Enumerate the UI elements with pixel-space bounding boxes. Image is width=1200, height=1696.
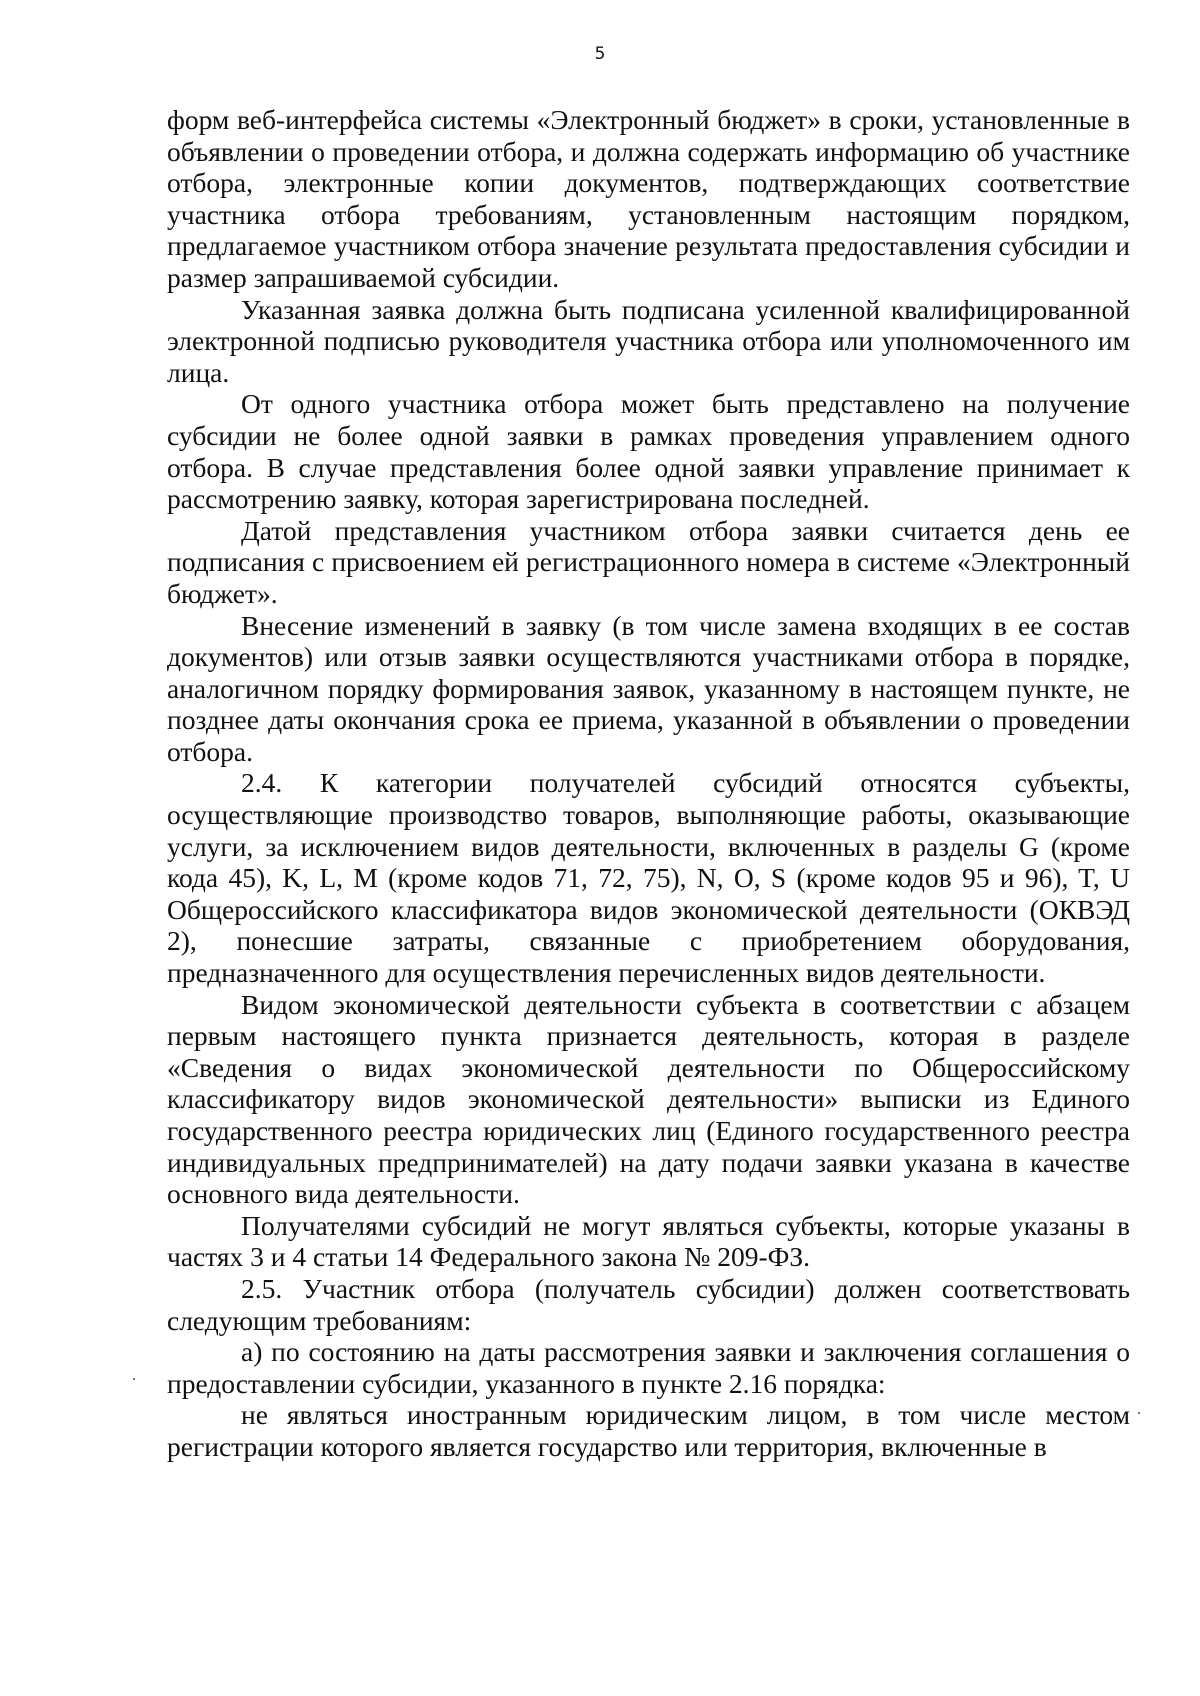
paragraph-form-requirements: форм веб-интерфейса системы «Электронный бюджет» в сроки, установленные в объявлении о проведении отбора, и должна содержать информацию об участнике отбора, электронные копии документов, подтверждающих соответствие участника отбора требованиям, установленным настоящим порядком, предлагаемое участником отбора значение результата предоставления субсидии и размер запрашиваемой субсидии. bbox=[167, 104, 1130, 293]
document-body bbox=[167, 104, 1130, 1463]
paragraph-foreign-entity: не являться иностранным юридическим лицом, в том числе местом регистрации которого является государство или территория, включенные в bbox=[167, 1399, 1130, 1462]
paragraph-item-a: а) по состоянию на даты рассмотрения заявки и заключения соглашения о предоставлении субсидии, указанного в пункте 2.16 порядка: bbox=[167, 1336, 1130, 1399]
paragraph-section-2-5: 2.5. Участник отбора (получатель субсидии) должен соответствовать следующим требованиям: bbox=[167, 1272, 1130, 1336]
page-number: 5 bbox=[594, 44, 606, 64]
paragraph-section-2-4: 2.4. К категории получателей субсидий относятся субъекты, осуществляющие производство товаров, выполняющие работы, оказывающие услуги, за исключением видов деятельности, включенных в разделы G (кроме кода 45), K, L, M (кроме кодов 71, 72, 75), N, O, S (кроме кодов 95 и 96), T, U Общероссийского классификатора видов экономической деятельности (ОКВЭД 2), понесшие затраты, связанные с приобретением оборудования, предназначенного для осуществления перечисленных видов деятельности. bbox=[167, 767, 1130, 989]
scan-speck bbox=[133, 1378, 135, 1380]
paragraph-submission-date: Датой представления участником отбора заявки считается день ее подписания с присвоением ей регистрационного номера в системе «Электронный бюджет». bbox=[167, 514, 1130, 609]
paragraph-activity-type: Видом экономической деятельности субъекта в соответствии с абзацем первым настоящего пункта признается деятельность, которая в разделе «Сведения о видах экономической деятельности по Общероссийскому классификатору видов экономической деятельности» выписки из Единого государственного реестра юридических лиц (Единого государственного реестра индивидуальных предпринимателей) на дату подачи заявки указана в качестве основного вида деятельности. bbox=[167, 988, 1130, 1210]
scan-speck bbox=[1138, 1412, 1140, 1414]
paragraph-amendments: Внесение изменений в заявку (в том числе замена входящих в ее состав документов) или отзыв заявки осуществляются участниками отбора в порядке, аналогичном порядку формирования заявок, указанному в настоящем пункте, не позднее даты окончания срока ее приема, указанной в объявлении о проведении отбора. bbox=[167, 609, 1130, 767]
paragraph-excluded-recipients: Получателями субсидий не могут являться субъекты, которые указаны в частях 3 и 4 статьи 14 Федерального закона № 209-ФЗ. bbox=[167, 1209, 1130, 1273]
paragraph-signature: Указанная заявка должна быть подписана усиленной квалифицированной электронной подписью руководителя участника отбора или уполномоченного им лица. bbox=[167, 293, 1130, 388]
paragraph-one-application: От одного участника отбора может быть представлено на получение субсидии не более одной заявки в рамках проведения управлением одного отбора. В случае представления более одной заявки управление принимает к рассмотрению заявку, которая зарегистрирована последней. bbox=[167, 388, 1130, 515]
